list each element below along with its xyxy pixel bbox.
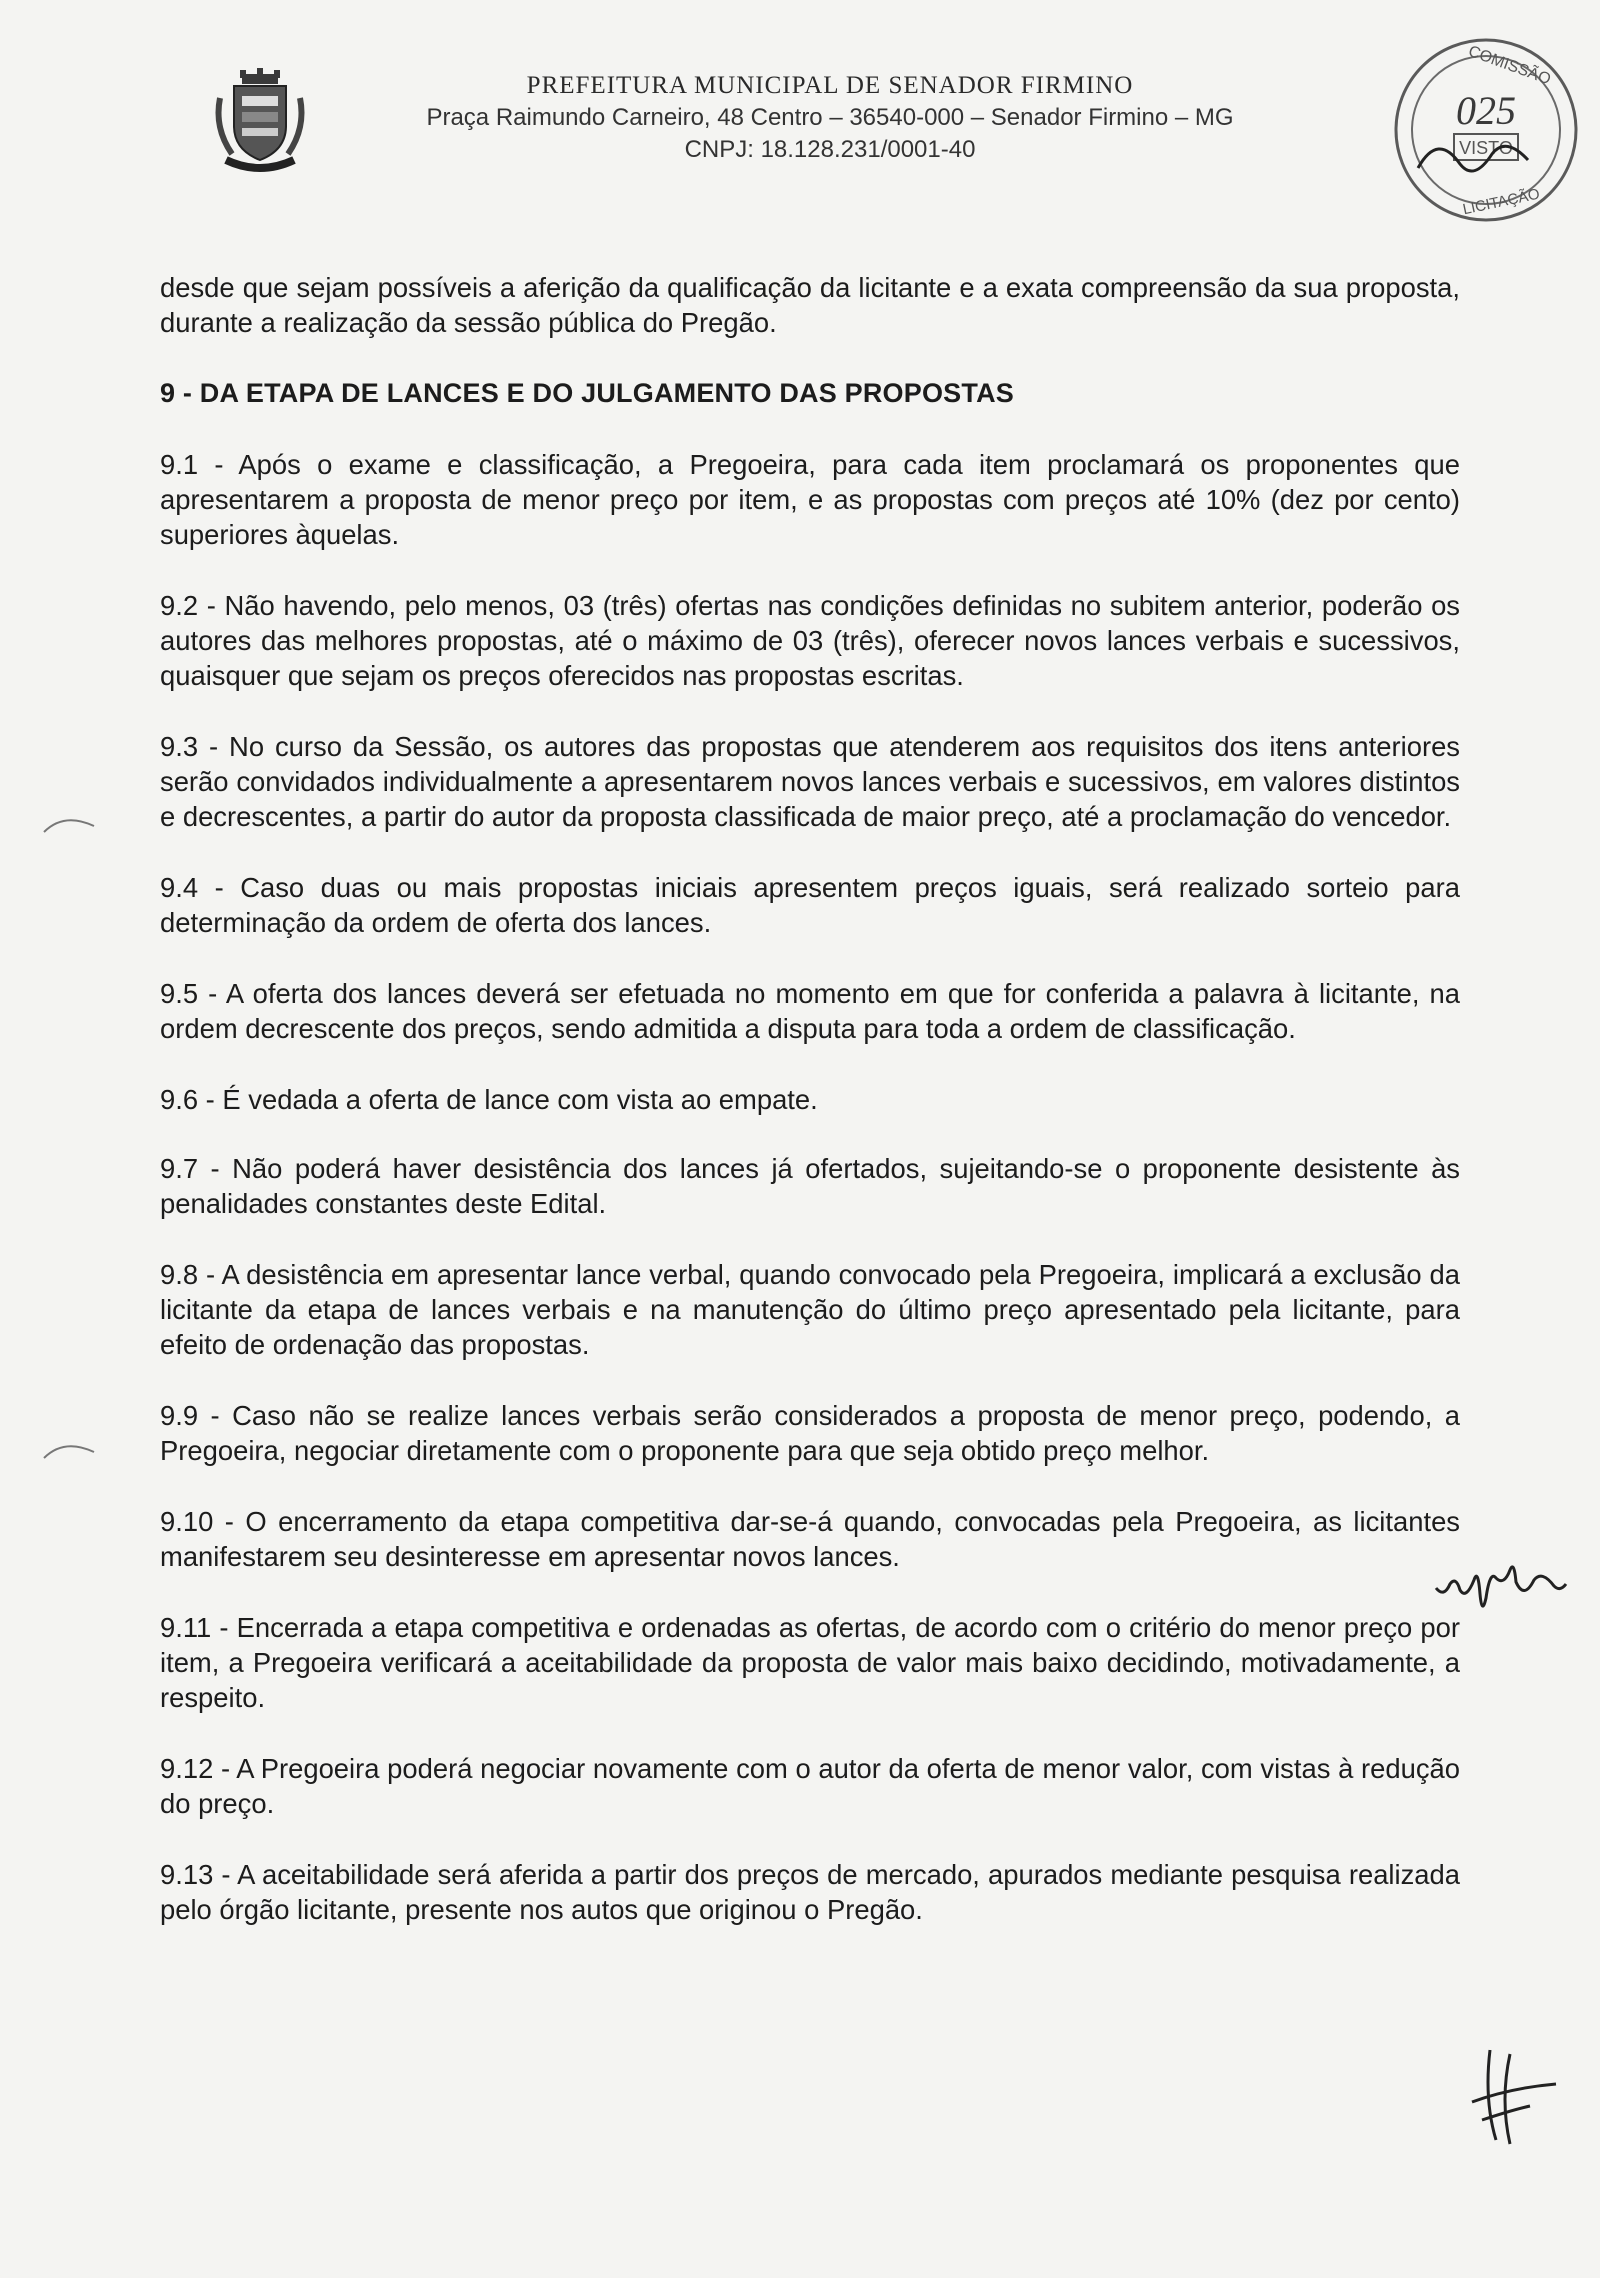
clause-9-13: 9.13 - A aceitabilidade será aferida a partir dos preços de mercado, apurados mediante pesquisa realizada pelo órgão licitante, presente nos autos que originou o Pregão. xyxy=(160,1859,1460,1925)
clause-9-8: 9.8 - A desistência em apresentar lance verbal, quando convocado pela Pregoeira, implicará a exclusão da licitante da etapa de lances verbais e na manutenção do último preço apresentado pela licitante, para efeito de ordenação das propostas. xyxy=(160,1259,1460,1360)
handwritten-rubric-signature xyxy=(1460,2040,1560,2160)
clause-9-4: 9.4 - Caso duas ou mais propostas iniciais apresentem preços iguais, será realizado sorteio para determinação da ordem de oferta dos lances. xyxy=(160,872,1460,938)
clause-9-9: 9.9 - Caso não se realize lances verbais serão considerados a proposta de menor preço, podendo, a Pregoeira, negociar diretamente com o proponente para que seja obtido preço melhor. xyxy=(160,1400,1460,1466)
clause-9-11: 9.11 - Encerrada a etapa competitiva e ordenadas as ofertas, de acordo com o critério do menor preço por item, a Pregoeira verificará a aceitabilidade da proposta de valor mais baixo decidindo, motivadamente, a respeito. xyxy=(160,1612,1460,1713)
clause-9-5: 9.5 - A oferta dos lances deverá ser efetuada no momento em que for conferida a palavra à licitante, na ordem decrescente dos preços, sendo admitida a disputa para toda a ordem de classificação. xyxy=(160,978,1460,1044)
stamp-mid-text: VISTO xyxy=(1459,138,1513,158)
clause-9-10: 9.10 - O encerramento da etapa competitiva dar-se-á quando, convocadas pela Pregoeira, as licitantes manifestarem seu desinteresse em apresentar novos lances. xyxy=(160,1506,1460,1572)
clause-9-6: 9.6 - É vedada a oferta de lance com vista ao empate. xyxy=(160,1084,818,1115)
commission-stamp xyxy=(1388,32,1584,228)
clause-9-2: 9.2 - Não havendo, pelo menos, 03 (três) ofertas nas condições definidas no subitem anterior, poderão os autores das melhores propostas, até o máximo de 03 (três), oferecer novos lances verbais e sucessivos, quaisquer que sejam os preços oferecidos nas propostas escritas. xyxy=(160,590,1460,691)
margin-punch-mark xyxy=(40,808,100,838)
margin-punch-mark xyxy=(40,1434,100,1464)
handwritten-initials-signature xyxy=(1430,1540,1570,1620)
org-name: PREFEITURA MUNICIPAL DE SENADOR FIRMINO xyxy=(526,72,1134,99)
stamp-bottom-text: LICITAÇÃO xyxy=(1461,185,1542,219)
stamp-number: 025 xyxy=(1456,88,1516,133)
document-body xyxy=(160,270,1460,1963)
org-cnpj: CNPJ: 18.128.231/0001-40 xyxy=(684,136,976,163)
intro-paragraph: desde que sejam possíveis a aferição da qualificação da licitante e a exata compreensão da sua proposta, durante a realização da sessão pública do Pregão. xyxy=(160,272,1460,338)
org-address: Praça Raimundo Carneiro, 48 Centro – 36540-000 – Senador Firmino – MG xyxy=(426,104,1234,131)
letterhead xyxy=(330,70,1330,166)
clause-9-7: 9.7 - Não poderá haver desistência dos lances já ofertados, sujeitando-se o proponente desistente às penalidades constantes deste Edital. xyxy=(160,1153,1460,1219)
municipal-crest-icon xyxy=(212,68,308,180)
clause-9-12: 9.12 - A Pregoeira poderá negociar novamente com o autor da oferta de menor valor, com vistas à redução do preço. xyxy=(160,1753,1460,1819)
section-title: 9 - DA ETAPA DE LANCES E DO JULGAMENTO DAS PROPOSTAS xyxy=(160,378,1014,408)
clause-9-1: 9.1 - Após o exame e classificação, a Pregoeira, para cada item proclamará os proponentes que apresentarem a proposta de menor preço por item, e as propostas com preços até 10% (dez por cento) superiores àquelas. xyxy=(160,449,1460,550)
clause-9-3: 9.3 - No curso da Sessão, os autores das propostas que atenderem aos requisitos dos itens anteriores serão convidados individualmente a apresentarem novos lances verbais e sucessivos, em valores distintos e decrescentes, a partir do autor da proposta classificada de maior preço, até a proclamação do vencedor. xyxy=(160,731,1460,832)
stamp-top-text: COMISSÃO xyxy=(1466,42,1553,89)
